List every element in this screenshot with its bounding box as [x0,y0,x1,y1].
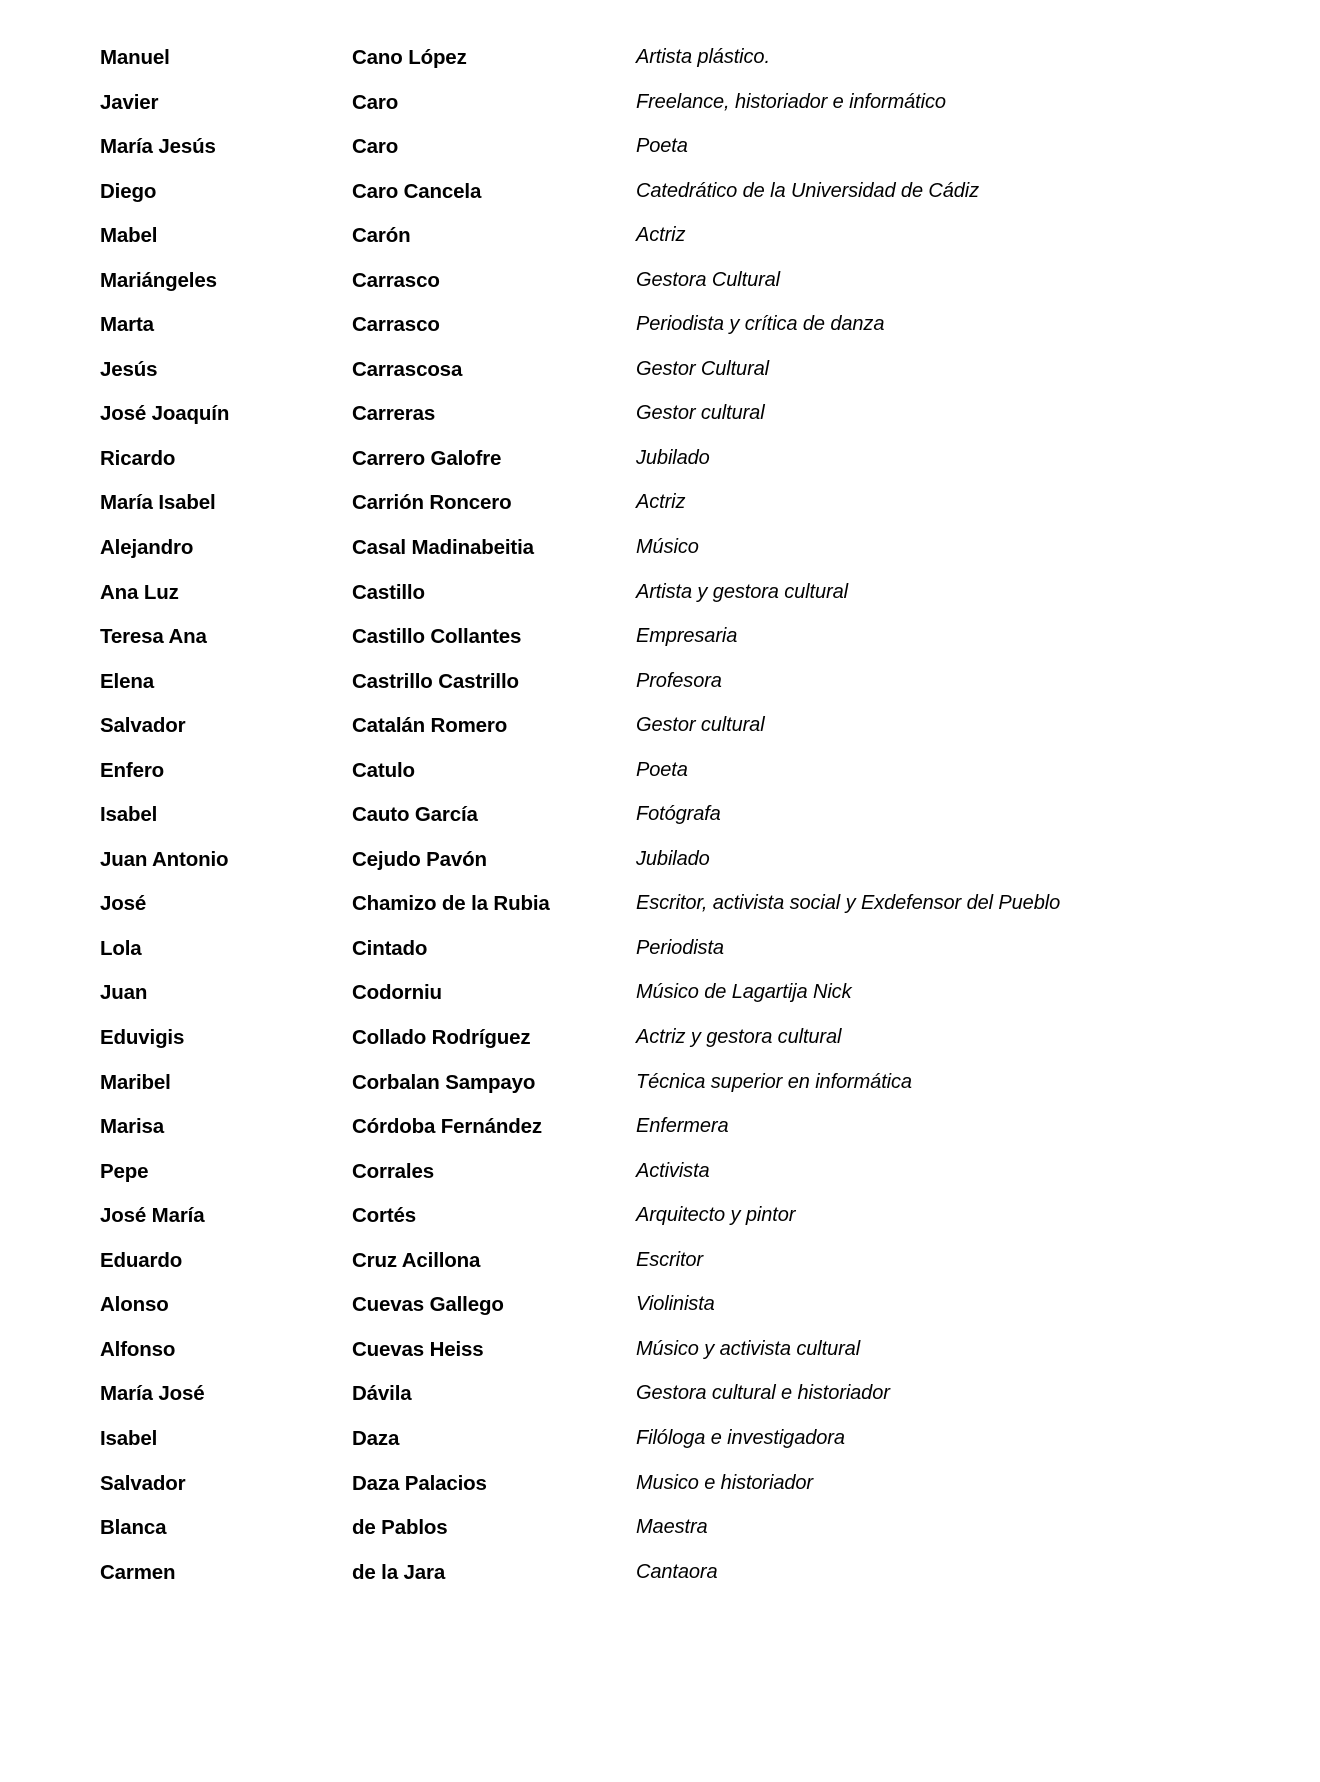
directory-row [100,668,1220,713]
last-name-cell: Carrasco [352,313,440,337]
last-name-cell: Castillo Collantes [352,625,522,649]
directory-row [100,133,1220,178]
first-name-cell: Salvador [100,714,186,738]
first-name-cell: Juan Antonio [100,847,229,871]
directory-row [100,1247,1220,1292]
last-name-cell: Catalán Romero [352,714,508,738]
first-name-cell: María José [100,1382,205,1406]
first-name-cell: Teresa Ana [100,625,207,649]
last-name-cell: Córdoba Fernández [352,1115,542,1139]
first-name-cell: Isabel [100,1426,158,1450]
last-name-cell: Corbalan Sampayo [352,1070,536,1094]
profession-cell: Gestor cultural [636,402,765,425]
first-name-cell: Alfonso [100,1337,176,1361]
first-name-cell: Enfero [100,758,165,782]
last-name-cell: Caro Cancela [352,179,482,203]
profession-cell: Escritor, activista social y Exdefensor del Pueblo [636,892,1061,915]
profession-cell: Músico [636,536,699,559]
directory-row [100,1514,1220,1559]
first-name-cell: María Jesús [100,135,216,159]
last-name-cell: Carrasco [352,268,440,292]
first-name-cell: Carmen [100,1560,176,1584]
profession-cell: Filóloga e investigadora [636,1426,845,1449]
last-name-cell: Chamizo de la Rubia [352,892,550,916]
last-name-cell: Cortés [352,1204,417,1228]
directory-row [100,846,1220,891]
profession-cell: Activista [636,1159,710,1182]
directory-row [100,267,1220,312]
last-name-cell: Catulo [352,758,415,782]
directory-row [100,356,1220,401]
first-name-cell: Alejandro [100,536,194,560]
profession-cell: Actriz [636,491,686,514]
directory-row [100,1470,1220,1515]
directory-row [100,178,1220,223]
last-name-cell: Cruz Acillona [352,1248,481,1272]
directory-row [100,1024,1220,1069]
first-name-cell: Blanca [100,1516,167,1540]
last-name-cell: Caro [352,90,399,114]
directory-row [100,1158,1220,1203]
directory-row [100,400,1220,445]
first-name-cell: Pepe [100,1159,149,1183]
last-name-cell: Codorniu [352,981,442,1005]
directory-row [100,44,1220,89]
profession-cell: Gestor Cultural [636,357,769,380]
last-name-cell: Collado Rodríguez [352,1026,531,1050]
first-name-cell: José Joaquín [100,402,230,426]
first-name-cell: Ana Luz [100,580,179,604]
last-name-cell: Carrascosa [352,357,463,381]
last-name-cell: Carón [352,224,411,248]
profession-cell: Empresaria [636,625,738,648]
first-name-cell: Elena [100,669,154,693]
first-name-cell: José María [100,1204,205,1228]
directory-row [100,1202,1220,1247]
directory-row [100,579,1220,624]
directory-row [100,712,1220,757]
profession-cell: Periodista [636,936,724,959]
last-name-cell: Daza [352,1426,400,1450]
profession-cell: Artista plástico. [636,46,770,68]
profession-cell: Jubilado [636,847,710,870]
profession-cell: Técnica superior en informática [636,1070,912,1093]
first-name-cell: Ricardo [100,446,176,470]
directory-row [100,935,1220,980]
profession-cell: Actriz y gestora cultural [636,1026,842,1049]
profession-cell: Freelance, historiador e informático [636,90,946,113]
directory-row [100,1559,1220,1604]
directory-row [100,801,1220,846]
profession-cell: Gestora Cultural [636,268,781,291]
first-name-cell: Juan [100,981,148,1005]
first-name-cell: Eduardo [100,1248,183,1272]
last-name-cell: Cauto García [352,803,478,827]
profession-cell: Artista y gestora cultural [636,580,848,603]
directory-row [100,979,1220,1024]
directory-row [100,757,1220,802]
last-name-cell: Cuevas Gallego [352,1293,504,1317]
first-name-cell: Diego [100,179,157,203]
profession-cell: Maestra [636,1516,708,1539]
profession-cell: Profesora [636,669,722,692]
first-name-cell: Maribel [100,1070,171,1094]
directory-row [100,1425,1220,1470]
profession-cell: Violinista [636,1293,715,1316]
directory-row [100,489,1220,534]
last-name-cell: Caro [352,135,399,159]
profession-cell: Jubilado [636,446,710,469]
first-name-cell: María Isabel [100,491,216,515]
last-name-cell: Corrales [352,1159,434,1183]
profession-cell: Músico de Lagartija Nick [636,981,852,1004]
directory-row [100,311,1220,356]
last-name-cell: Castillo [352,580,425,604]
first-name-cell: Manuel [100,46,170,69]
directory-row [100,445,1220,490]
first-name-cell: Jesús [100,357,158,381]
first-name-cell: Lola [100,936,142,960]
profession-cell: Gestora cultural e historiador [636,1382,890,1405]
last-name-cell: de Pablos [352,1516,448,1540]
directory-row [100,534,1220,579]
directory-row [100,1336,1220,1381]
last-name-cell: Cintado [352,936,428,960]
last-name-cell: Carreras [352,402,436,426]
profession-cell: Fotógrafa [636,803,721,826]
first-name-cell: José [100,892,147,916]
last-name-cell: Cuevas Heiss [352,1337,484,1361]
first-name-cell: Eduvigis [100,1026,185,1050]
directory-row [100,89,1220,134]
profession-cell: Músico y activista cultural [636,1337,861,1360]
last-name-cell: Carrión Roncero [352,491,512,515]
first-name-cell: Alonso [100,1293,169,1317]
profession-cell: Gestor cultural [636,714,765,737]
first-name-cell: Javier [100,90,159,114]
last-name-cell: Carrero Galofre [352,446,502,470]
last-name-cell: Dávila [352,1382,412,1406]
last-name-cell: Daza Palacios [352,1471,487,1495]
profession-cell: Musico e historiador [636,1471,813,1494]
profession-cell: Actriz [636,224,686,247]
directory-row [100,623,1220,668]
last-name-cell: Castrillo Castrillo [352,669,519,693]
profession-cell: Periodista y crítica de danza [636,313,885,336]
first-name-cell: Marta [100,313,154,337]
directory-row [100,1380,1220,1425]
last-name-cell: Casal Madinabeitia [352,536,534,560]
profession-cell: Cantaora [636,1560,718,1583]
last-name-cell: Cano López [352,46,467,69]
directory-row [100,1291,1220,1336]
last-name-cell: Cejudo Pavón [352,847,487,871]
directory-row [100,222,1220,267]
profession-cell: Escritor [636,1248,703,1271]
first-name-cell: Salvador [100,1471,186,1495]
first-name-cell: Mabel [100,224,158,248]
last-name-cell: de la Jara [352,1560,446,1584]
directory-table-body [100,44,1220,1603]
first-name-cell: Marisa [100,1115,165,1139]
profession-cell: Catedrático de la Universidad de Cádiz [636,179,980,202]
profession-cell: Poeta [636,758,688,781]
first-name-cell: Isabel [100,803,158,827]
directory-row [100,1113,1220,1158]
directory-row [100,890,1220,935]
profession-cell: Arquitecto y pintor [636,1204,796,1227]
directory-row [100,1069,1220,1114]
profession-cell: Poeta [636,135,688,158]
directory-table [100,44,1220,1603]
profession-cell: Enfermera [636,1115,729,1138]
first-name-cell: Mariángeles [100,268,217,292]
